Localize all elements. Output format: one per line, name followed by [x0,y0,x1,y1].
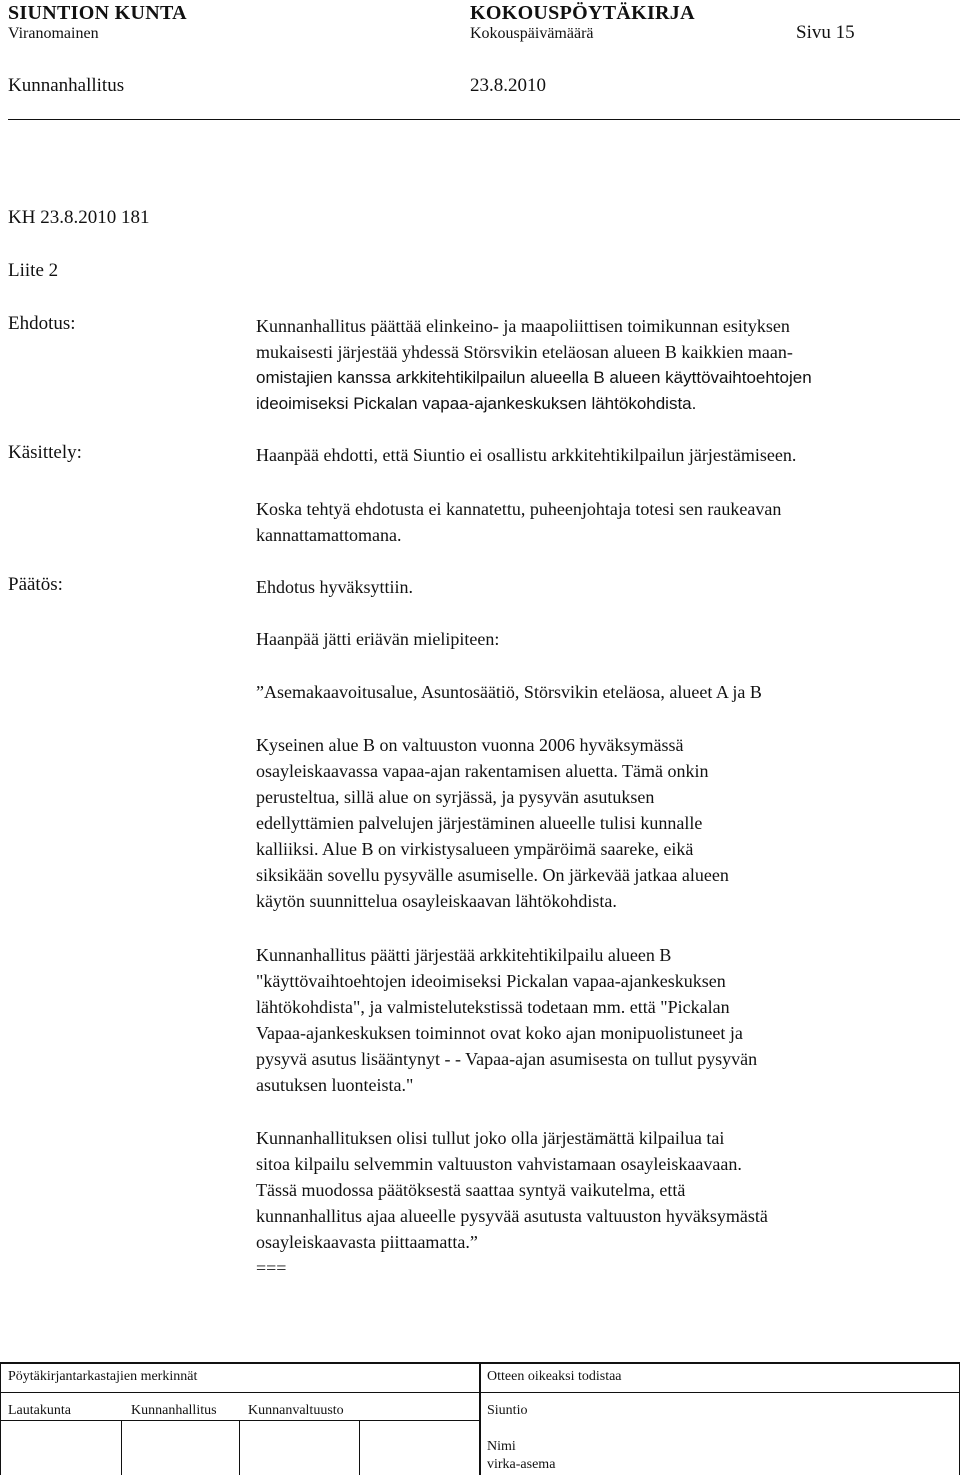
dissent-line: käytön suunnittelua osayleiskaavan lähtökohdista. [256,891,617,911]
dissent-line: Kunnanhallitus päätti järjestää arkkitehtikilpailu alueen B [256,945,672,965]
dissent-line: Vapaa-ajankeskuksen toiminnot ovat koko ajan monipuolistuneet ja [256,1023,743,1043]
board-label: Lautakunta [8,1403,71,1418]
dissent-intro-line: Haanpää jätti eriävän mielipiteen: [256,629,500,649]
dissent-line: kalliiksi. Alue B on virkistysalueen ympäröimä saareke, eikä [256,839,694,859]
dissent-line: Kunnanhallituksen olisi tullut joko olla järjestämättä kilpailua tai [256,1128,725,1148]
name-label: Nimi [487,1439,516,1454]
item-reference: KH 23.8.2010 181 [8,207,150,228]
decision-line: Ehdotus hyväksyttiin. [256,577,413,597]
dissent-paragraph-1 [256,732,956,914]
document-type: KOKOUSPÖYTÄKIRJA [470,2,695,24]
certified-copy-label: Otteen oikeaksi todistaa [487,1369,622,1384]
handling-label: Käsittely: [8,442,82,463]
proposal-line: omistajien kanssa arkkitehtikilpailun alueella B alueen käyttövaihtoehtojen [256,368,812,387]
footer-row-divider [0,1392,960,1393]
dissent-line: pysyvä asutus lisääntynyt - - Vapaa-ajan asumisesta on tullut pysyvän [256,1049,758,1069]
government-label: Kunnanhallitus [131,1403,217,1418]
dissent-line: asutuksen luonteista." [256,1075,414,1095]
decision-label: Päätös: [8,574,63,595]
proposal-line: ideoimiseksi Pickalan vapaa-ajankeskuksen lähtökohdista. [256,394,697,413]
dissent-line: osayleiskaavasta piittaamatta.” [256,1232,478,1252]
dissent-title-line: ”Asemakaavoitusalue, Asuntosäätiö, Störsvikin eteläosa, alueet A ja B [256,682,762,702]
dissent-line: "käyttövaihtoehtojen ideoimiseksi Pickalan vapaa-ajankeskuksen [256,971,726,991]
dissent-line: sitoa kilpailu selvemmin valtuuston vahvistamaan osayleiskaavaan. [256,1154,742,1174]
proposal-line: mukaisesti järjestää yhdessä Störsvikin eteläosan alueen B kaikkien maan- [256,342,793,362]
dissent-paragraph-2 [256,942,956,1098]
dissent-line: osayleiskaavassa vapaa-ajan rakentamisen aluetta. Tämä onkin [256,761,709,781]
verifiers-label: Pöytäkirjantarkastajien merkinnät [8,1369,198,1384]
dissent-title [256,679,956,705]
authority-name: Kunnanhallitus [8,75,125,96]
footer-vertical-divider [479,1362,481,1475]
municipality-name: SIUNTION KUNTA [8,2,187,24]
position-label: virka-asema [487,1457,556,1472]
dissent-line: lähtökohdista", ja valmistelutekstissä todetaan mm. että "Pickalan [256,997,730,1017]
place-label: Siuntio [487,1403,528,1418]
dissent-line: siksikään sovellu pysyvälle asumiselle. On järkevää jatkaa alueen [256,865,729,885]
proposal-text [256,313,956,417]
proposal-line: Kunnanhallitus päättää elinkeino- ja maapoliittisen toimikunnan esityksen [256,316,790,336]
meeting-date-label: Kokouspäivämäärä [470,25,594,42]
decision-text [256,574,956,600]
handling-line: Haanpää ehdotti, että Siuntio ei osallistu arkkitehtikilpailun järjestämiseen. [256,445,797,465]
proposal-label: Ehdotus: [8,313,76,334]
handling-line: Koska tehtyä ehdotusta ei kannatettu, puheenjohtaja totesi sen raukeavan [256,499,782,519]
attachment-label: Liite 2 [8,260,59,281]
footer-cell-divider [359,1420,360,1475]
dissent-line: edellyttämien palvelujen järjestäminen alueelle tulisi kunnalle [256,813,703,833]
dissent-line: Kyseinen alue B on valtuuston vuonna 2006 hyväksymässä [256,735,684,755]
authority-label: Viranomainen [8,25,99,42]
dissent-line: Tässä muodossa päätöksestä saattaa syntyä vaikutelma, että [256,1180,686,1200]
dissent-line: perusteltua, sillä alue on syrjässä, ja pysyvän asutuksen [256,787,655,807]
meeting-date: 23.8.2010 [470,75,546,96]
end-mark: === [256,1258,287,1278]
handling-p1 [256,442,956,468]
dissent-paragraph-3 [256,1125,956,1281]
footer-cell-divider [121,1420,122,1475]
header-divider [8,119,960,120]
footer-cell-divider [239,1420,240,1475]
dissent-line: kunnanhallitus ajaa alueelle pysyvää asutusta valtuuston hyväksymästä [256,1206,768,1226]
dissent-intro [256,626,956,652]
handling-p2 [256,496,956,548]
council-label: Kunnanvaltuusto [248,1403,344,1418]
handling-line: kannattamattomana. [256,525,402,545]
page-number: Sivu 15 [796,22,855,43]
footer-left-border [0,1362,1,1475]
